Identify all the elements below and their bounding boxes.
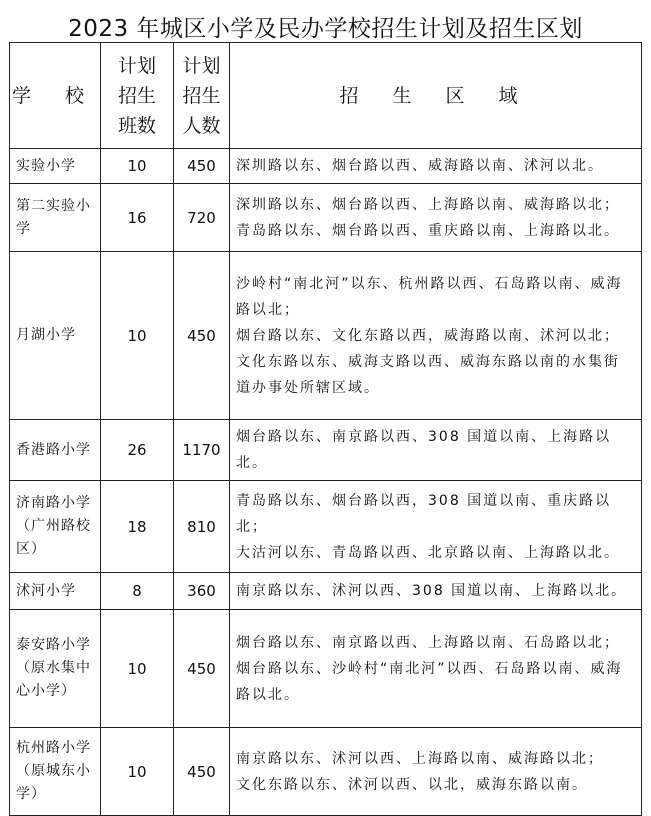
school-name: 第二实验小学 <box>10 184 101 252</box>
area-cell <box>230 481 642 573</box>
class-count: 26 <box>101 420 174 481</box>
area-cell <box>230 184 642 252</box>
area-cell <box>230 252 642 420</box>
school-name: 月湖小学 <box>10 252 101 420</box>
student-count: 450 <box>174 149 230 184</box>
header-students-line: 招生 <box>182 84 221 107</box>
student-count: 810 <box>174 481 230 573</box>
header-row <box>10 43 642 149</box>
area-line: 沙岭村“南北河”以东、杭州路以西、石岛路以南、威海路以北； <box>236 275 623 318</box>
school-name: 实验小学 <box>10 149 101 184</box>
enrollment-table <box>9 42 642 816</box>
area-line: 烟台路以东、南京路以西、308 国道以南、上海路以北。 <box>236 429 612 471</box>
table-row <box>10 252 642 420</box>
school-name: 泰安路小学（原水集中心小学） <box>10 610 101 728</box>
header-students-line: 计划 <box>182 54 221 77</box>
area-cell <box>230 610 642 728</box>
area-line: 烟台路以东、文化东路以西，威海路以南、沭河以北； <box>236 327 620 344</box>
table-row <box>10 149 642 184</box>
school-name: 沭河小学 <box>10 573 101 610</box>
class-count: 18 <box>101 481 174 573</box>
header-area: 招 生 区 域 <box>230 43 642 149</box>
class-count: 10 <box>101 610 174 728</box>
student-count: 450 <box>174 252 230 420</box>
class-count: 8 <box>101 573 174 610</box>
table-row <box>10 420 642 481</box>
class-count: 10 <box>101 728 174 816</box>
school-name: 香港路小学 <box>10 420 101 481</box>
area-line: 深圳路以东、烟台路以西、上海路以南、威海路以北； <box>236 196 620 213</box>
area-line: 大沽河以东、青岛路以西、北京路以南、上海路以北。 <box>236 544 620 561</box>
area-cell <box>230 149 642 184</box>
header-classes-line: 计划 <box>117 54 156 77</box>
header-classes <box>101 43 174 149</box>
area-line: 文化东路以东、沭河以西、以北，威海东路以南。 <box>236 776 588 793</box>
student-count: 1170 <box>174 420 230 481</box>
area-cell <box>230 728 642 816</box>
table-row <box>10 184 642 252</box>
area-line: 烟台路以东、南京路以西、上海路以南、石岛路以北； <box>236 634 620 651</box>
table-row <box>10 728 642 816</box>
area-line: 深圳路以东、烟台路以西、威海路以南、沭河以北。 <box>236 158 604 174</box>
header-students <box>174 43 230 149</box>
area-line: 青岛路以东、烟台路以西，308 国道以南、重庆路以北； <box>236 492 612 535</box>
school-name: 济南路小学（广州路校区） <box>10 481 101 573</box>
area-line: 文化东路以东、威海支路以西、威海东路以南的水集街道办事处所辖区域。 <box>236 353 620 396</box>
header-students-line: 人数 <box>182 114 221 137</box>
table-row <box>10 573 642 610</box>
table-row <box>10 481 642 573</box>
class-count: 10 <box>101 252 174 420</box>
header-classes-line: 招生 <box>117 84 156 107</box>
student-count: 450 <box>174 610 230 728</box>
area-line: 烟台路以东、沙岭村“南北河”以西、石岛路以南、威海路以北。 <box>236 660 623 703</box>
header-classes-line: 班数 <box>117 114 156 137</box>
class-count: 10 <box>101 149 174 184</box>
student-count: 360 <box>174 573 230 610</box>
student-count: 720 <box>174 184 230 252</box>
school-name: 杭州路小学（原城东小学） <box>10 728 101 816</box>
class-count: 16 <box>101 184 174 252</box>
area-cell <box>230 573 642 610</box>
area-cell <box>230 420 642 481</box>
table-row <box>10 610 642 728</box>
page-title: 2023 年城区小学及民办学校招生计划及招生区划 <box>68 16 583 42</box>
student-count: 450 <box>174 728 230 816</box>
area-line: 南京路以东、沭河以西、上海路以南、威海路以北； <box>236 750 604 767</box>
area-line: 南京路以东、沭河以西、308 国道以南、上海路以北。 <box>236 583 628 599</box>
header-school: 学 校 <box>10 43 101 149</box>
area-line: 青岛路以东、烟台路以西、重庆路以南、上海路以北。 <box>236 222 620 239</box>
